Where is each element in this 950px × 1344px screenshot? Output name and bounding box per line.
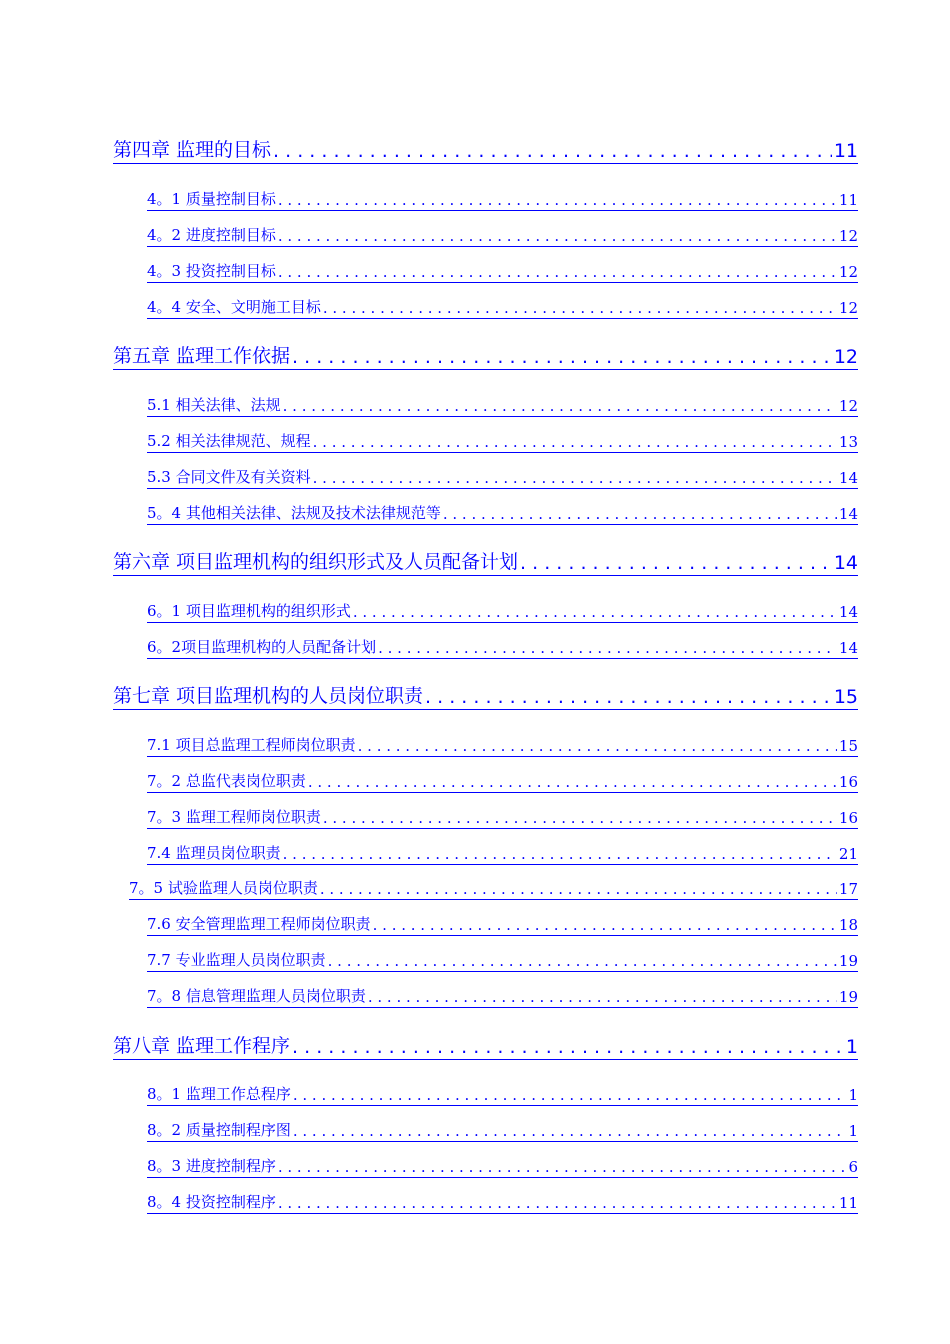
- dot-leader: [443, 505, 837, 523]
- toc-entry-label: 4。1 质量控制目标: [147, 190, 276, 208]
- dot-leader: [425, 686, 832, 708]
- toc-entry-label: 8。4 投资控制程序: [147, 1193, 276, 1211]
- toc-page-number: 21: [838, 845, 858, 863]
- toc-entry-label: 8。2 质量控制程序图: [147, 1121, 291, 1139]
- toc-page-number: 18: [838, 916, 858, 934]
- toc-page-number: 11: [838, 191, 858, 209]
- toc-section-7-5[interactable]: [129, 878, 858, 900]
- dot-leader: [292, 346, 832, 368]
- toc-entry-label: 第四章 监理的目标: [113, 139, 272, 161]
- toc-section-7-2[interactable]: [147, 771, 858, 793]
- dot-leader: [320, 880, 837, 898]
- toc-entry-label: 8。1 监理工作总程序: [147, 1085, 291, 1103]
- toc-page-number: 19: [838, 988, 858, 1006]
- toc-section-5-2[interactable]: [147, 431, 858, 453]
- dot-leader: [313, 433, 837, 451]
- toc-page-number: 14: [838, 505, 858, 523]
- dot-leader: [283, 845, 837, 863]
- dot-leader: [368, 988, 837, 1006]
- dot-leader: [278, 263, 837, 281]
- dot-leader: [323, 809, 837, 827]
- dot-leader: [293, 1086, 847, 1104]
- toc-entry-label: 7。2 总监代表岗位职责: [147, 772, 306, 790]
- toc-entry-label: 4。4 安全、文明施工目标: [147, 298, 321, 316]
- toc-section-8-2[interactable]: [147, 1120, 858, 1142]
- toc-section-8-1[interactable]: [147, 1084, 858, 1106]
- dot-leader: [323, 299, 837, 317]
- toc-page-number: 15: [838, 737, 858, 755]
- toc-page-number: 15: [833, 686, 858, 708]
- toc-page-number: 12: [838, 263, 858, 281]
- toc-page-number: 11: [833, 140, 858, 162]
- toc-section-8-3[interactable]: [147, 1156, 858, 1178]
- toc-entry-label: 第六章 项目监理机构的组织形式及人员配备计划: [113, 551, 519, 573]
- toc-section-7-8[interactable]: [147, 986, 858, 1008]
- toc-section-8-4[interactable]: [147, 1192, 858, 1214]
- dot-leader: [278, 227, 837, 245]
- toc-chapter-4[interactable]: [113, 138, 858, 164]
- dot-leader: [378, 639, 837, 657]
- dot-leader: [358, 737, 837, 755]
- toc-section-4-3[interactable]: [147, 261, 858, 283]
- toc-page-number: 16: [838, 809, 858, 827]
- toc-section-7-4[interactable]: [147, 843, 858, 865]
- dot-leader: [278, 1158, 847, 1176]
- dot-leader: [520, 552, 832, 574]
- dot-leader: [273, 140, 832, 162]
- toc-page-number: 1: [848, 1086, 858, 1104]
- dot-leader: [353, 603, 837, 621]
- toc-section-7-3[interactable]: [147, 807, 858, 829]
- toc-entry-label: 5.2 相关法律规范、规程: [147, 432, 311, 450]
- toc-section-4-1[interactable]: [147, 189, 858, 211]
- toc-page-number: 12: [833, 346, 858, 368]
- toc-chapter-5[interactable]: [113, 344, 858, 370]
- toc-section-7-6[interactable]: [147, 914, 858, 936]
- toc-entry-label: 5.1 相关法律、法规: [147, 396, 281, 414]
- toc-entry-label: 5.3 合同文件及有关资料: [147, 468, 311, 486]
- dot-leader: [308, 773, 837, 791]
- toc-page-number: 12: [838, 227, 858, 245]
- toc-section-4-2[interactable]: [147, 225, 858, 247]
- toc-entry-label: 7。8 信息管理监理人员岗位职责: [147, 987, 366, 1005]
- toc-section-6-1[interactable]: [147, 601, 858, 623]
- dot-leader: [283, 397, 837, 415]
- toc-page-number: 13: [838, 433, 858, 451]
- toc-page-number: 19: [838, 952, 858, 970]
- toc-entry-label: 6。1 项目监理机构的组织形式: [147, 602, 351, 620]
- dot-leader: [328, 952, 837, 970]
- dot-leader: [313, 469, 837, 487]
- toc-section-4-4[interactable]: [147, 297, 858, 319]
- toc-page-number: 14: [838, 469, 858, 487]
- toc-chapter-7[interactable]: [113, 684, 858, 710]
- toc-section-7-7[interactable]: [147, 950, 858, 972]
- toc-page-number: 12: [838, 397, 858, 415]
- toc-entry-label: 6。2项目监理机构的人员配备计划: [147, 638, 377, 656]
- toc-page-number: 6: [848, 1158, 858, 1176]
- toc-entry-label: 7.6 安全管理监理工程师岗位职责: [147, 915, 371, 933]
- dot-leader: [278, 191, 837, 209]
- toc-page-number: 1: [845, 1036, 858, 1058]
- toc-entry-label: 7.7 专业监理人员岗位职责: [147, 951, 326, 969]
- toc-page-number: 16: [838, 773, 858, 791]
- toc-entry-label: 4。2 进度控制目标: [147, 226, 276, 244]
- toc-section-5-4[interactable]: [147, 503, 858, 525]
- toc-section-5-1[interactable]: [147, 395, 858, 417]
- toc-section-7-1[interactable]: [147, 735, 858, 757]
- toc-entry-label: 7.1 项目总监理工程师岗位职责: [147, 736, 356, 754]
- toc-entry-label: 8。3 进度控制程序: [147, 1157, 276, 1175]
- toc-entry-label: 7.4 监理员岗位职责: [147, 844, 281, 862]
- toc-page-number: 12: [838, 299, 858, 317]
- toc-section-6-2[interactable]: [147, 637, 858, 659]
- toc-page-number: 17: [838, 880, 858, 898]
- toc-entry-label: 5。4 其他相关法律、法规及技术法律规范等: [147, 504, 441, 522]
- toc-entry-label: 4。3 投资控制目标: [147, 262, 276, 280]
- toc-chapter-8[interactable]: [113, 1034, 858, 1060]
- dot-leader: [278, 1194, 837, 1212]
- toc-section-5-3[interactable]: [147, 467, 858, 489]
- toc-chapter-6[interactable]: [113, 550, 858, 576]
- dot-leader: [293, 1122, 847, 1140]
- toc-page-number: 1: [848, 1122, 858, 1140]
- toc-entry-label: 7。5 试验监理人员岗位职责: [129, 879, 318, 897]
- toc-entry-label: 第五章 监理工作依据: [113, 345, 291, 367]
- toc-entry-label: 第七章 项目监理机构的人员岗位职责: [113, 685, 424, 707]
- toc-entry-label: 第八章 监理工作程序: [113, 1035, 291, 1057]
- toc-page-number: 11: [838, 1194, 858, 1212]
- toc-page-number: 14: [833, 552, 858, 574]
- toc-page-number: 14: [838, 639, 858, 657]
- dot-leader: [373, 916, 837, 934]
- toc-entry-label: 7。3 监理工程师岗位职责: [147, 808, 321, 826]
- dot-leader: [292, 1036, 844, 1058]
- toc-page-number: 14: [838, 603, 858, 621]
